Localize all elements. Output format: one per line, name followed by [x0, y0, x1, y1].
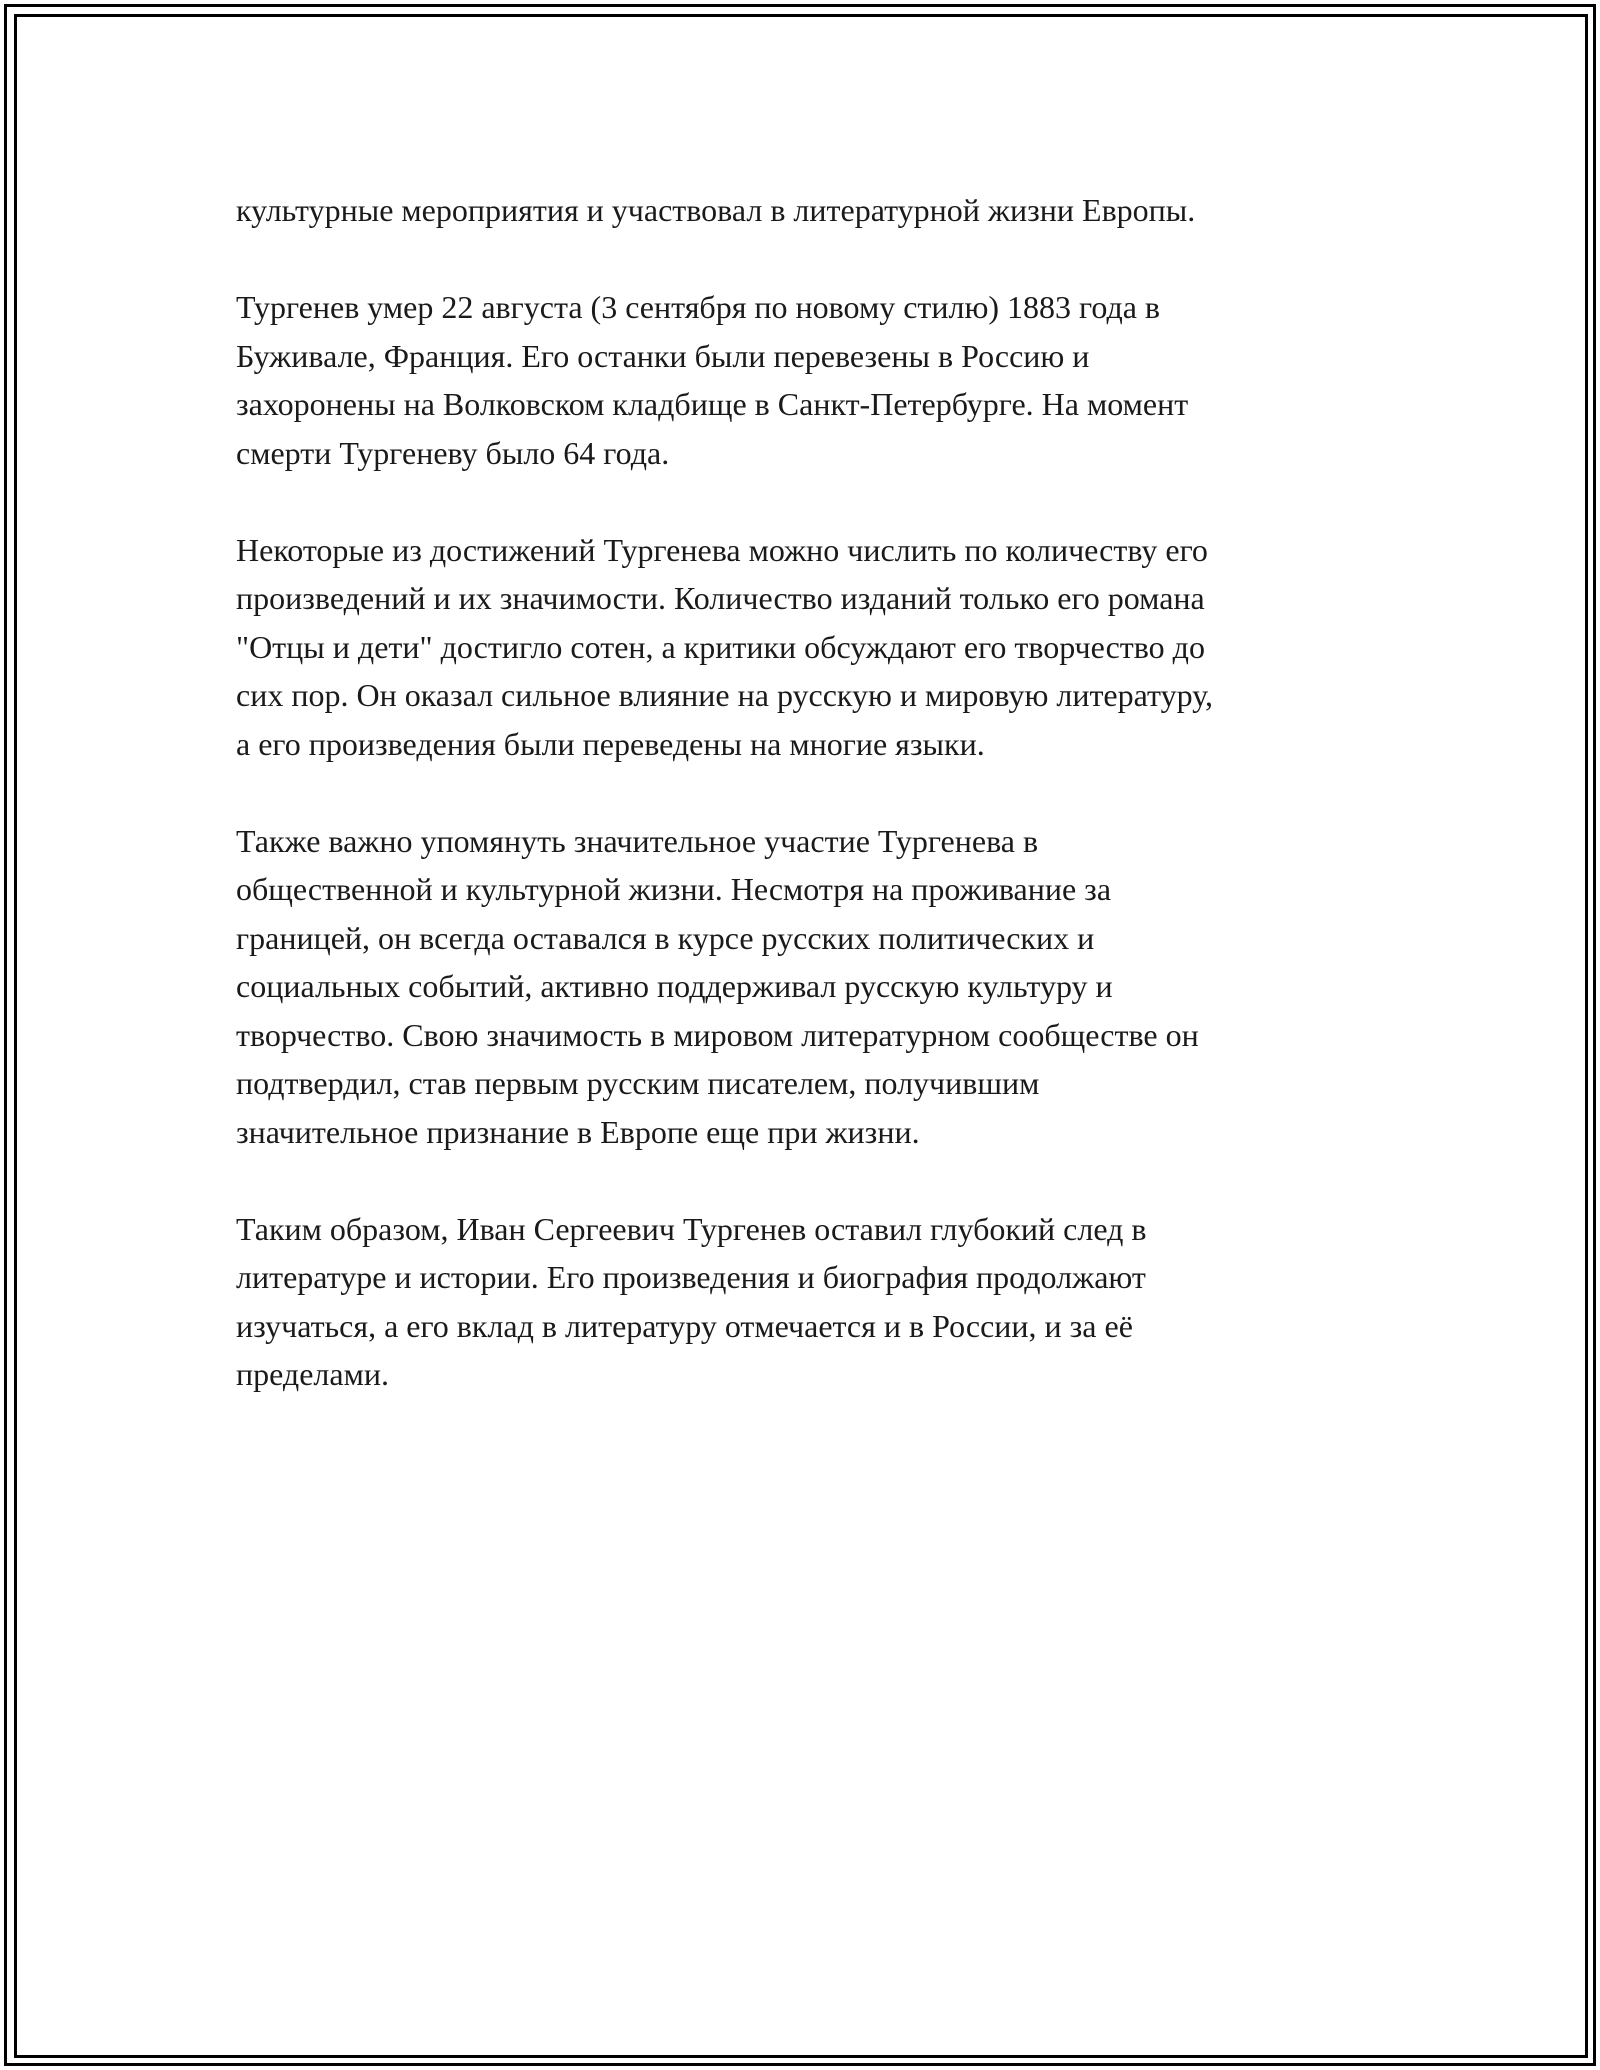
text-line: захоронены на Волковском кладбище в Санкт-Петербурге. На момент	[236, 386, 1189, 422]
text-line: Таким образом, Иван Сергеевич Тургенев оставил глубокий след в	[236, 1210, 1147, 1247]
text-line: культурные мероприятия и участвовал в литературной жизни Европы.	[236, 192, 1196, 228]
text-line: а его произведения были переведены на многие языки.	[236, 725, 985, 762]
text-line: границей, он всегда оставался в курсе русских политических и	[236, 919, 1095, 956]
text-line: смерти Тургеневу было 64 года.	[236, 434, 670, 471]
text-line: подтвердил, став первым русским писателем, получившим	[236, 1065, 1040, 1101]
paragraph-2	[236, 283, 1376, 477]
text-line: сих пор. Он оказал сильное влияние на русскую и мировую литературу,	[236, 677, 1213, 713]
text-line: произведений и их значимости. Количество изданий только его романа	[236, 580, 1205, 616]
text-line: изучаться, а его вклад в литературу отмечается и в России, и за её	[236, 1307, 1133, 1344]
paragraph-3	[236, 526, 1376, 769]
paragraph-4	[236, 817, 1376, 1157]
document-body	[236, 186, 1376, 1447]
text-line: Тургенев умер 22 августа (3 сентября по новому стилю) 1883 года в	[236, 289, 1161, 325]
text-line: социальных событий, активно поддерживал русскую культуру и	[236, 968, 1113, 1004]
text-line: общественной и культурной жизни. Несмотря на проживание за	[236, 871, 1112, 907]
text-line: значительное признание в Европе еще при жизни.	[236, 1113, 920, 1150]
text-line: пределами.	[236, 1356, 389, 1392]
text-line: творчество. Свою значимость в мировом литературном сообществе он	[236, 1016, 1199, 1053]
text-line: Буживале, Франция. Его останки были перевезены в Россию и	[236, 337, 1090, 374]
text-line: "Отцы и дети" достигло сотен, а критики обсуждают его творчество до	[236, 628, 1205, 665]
paragraph-5	[236, 1205, 1376, 1399]
text-line: литературе и истории. Его произведения и биография продолжают	[236, 1259, 1146, 1295]
paragraph-1	[236, 186, 1376, 235]
text-line: Также важно упомянуть значительное участие Тургенева в	[236, 822, 1039, 859]
text-line: Некоторые из достижений Тургенева можно числить по количеству его	[236, 531, 1208, 568]
